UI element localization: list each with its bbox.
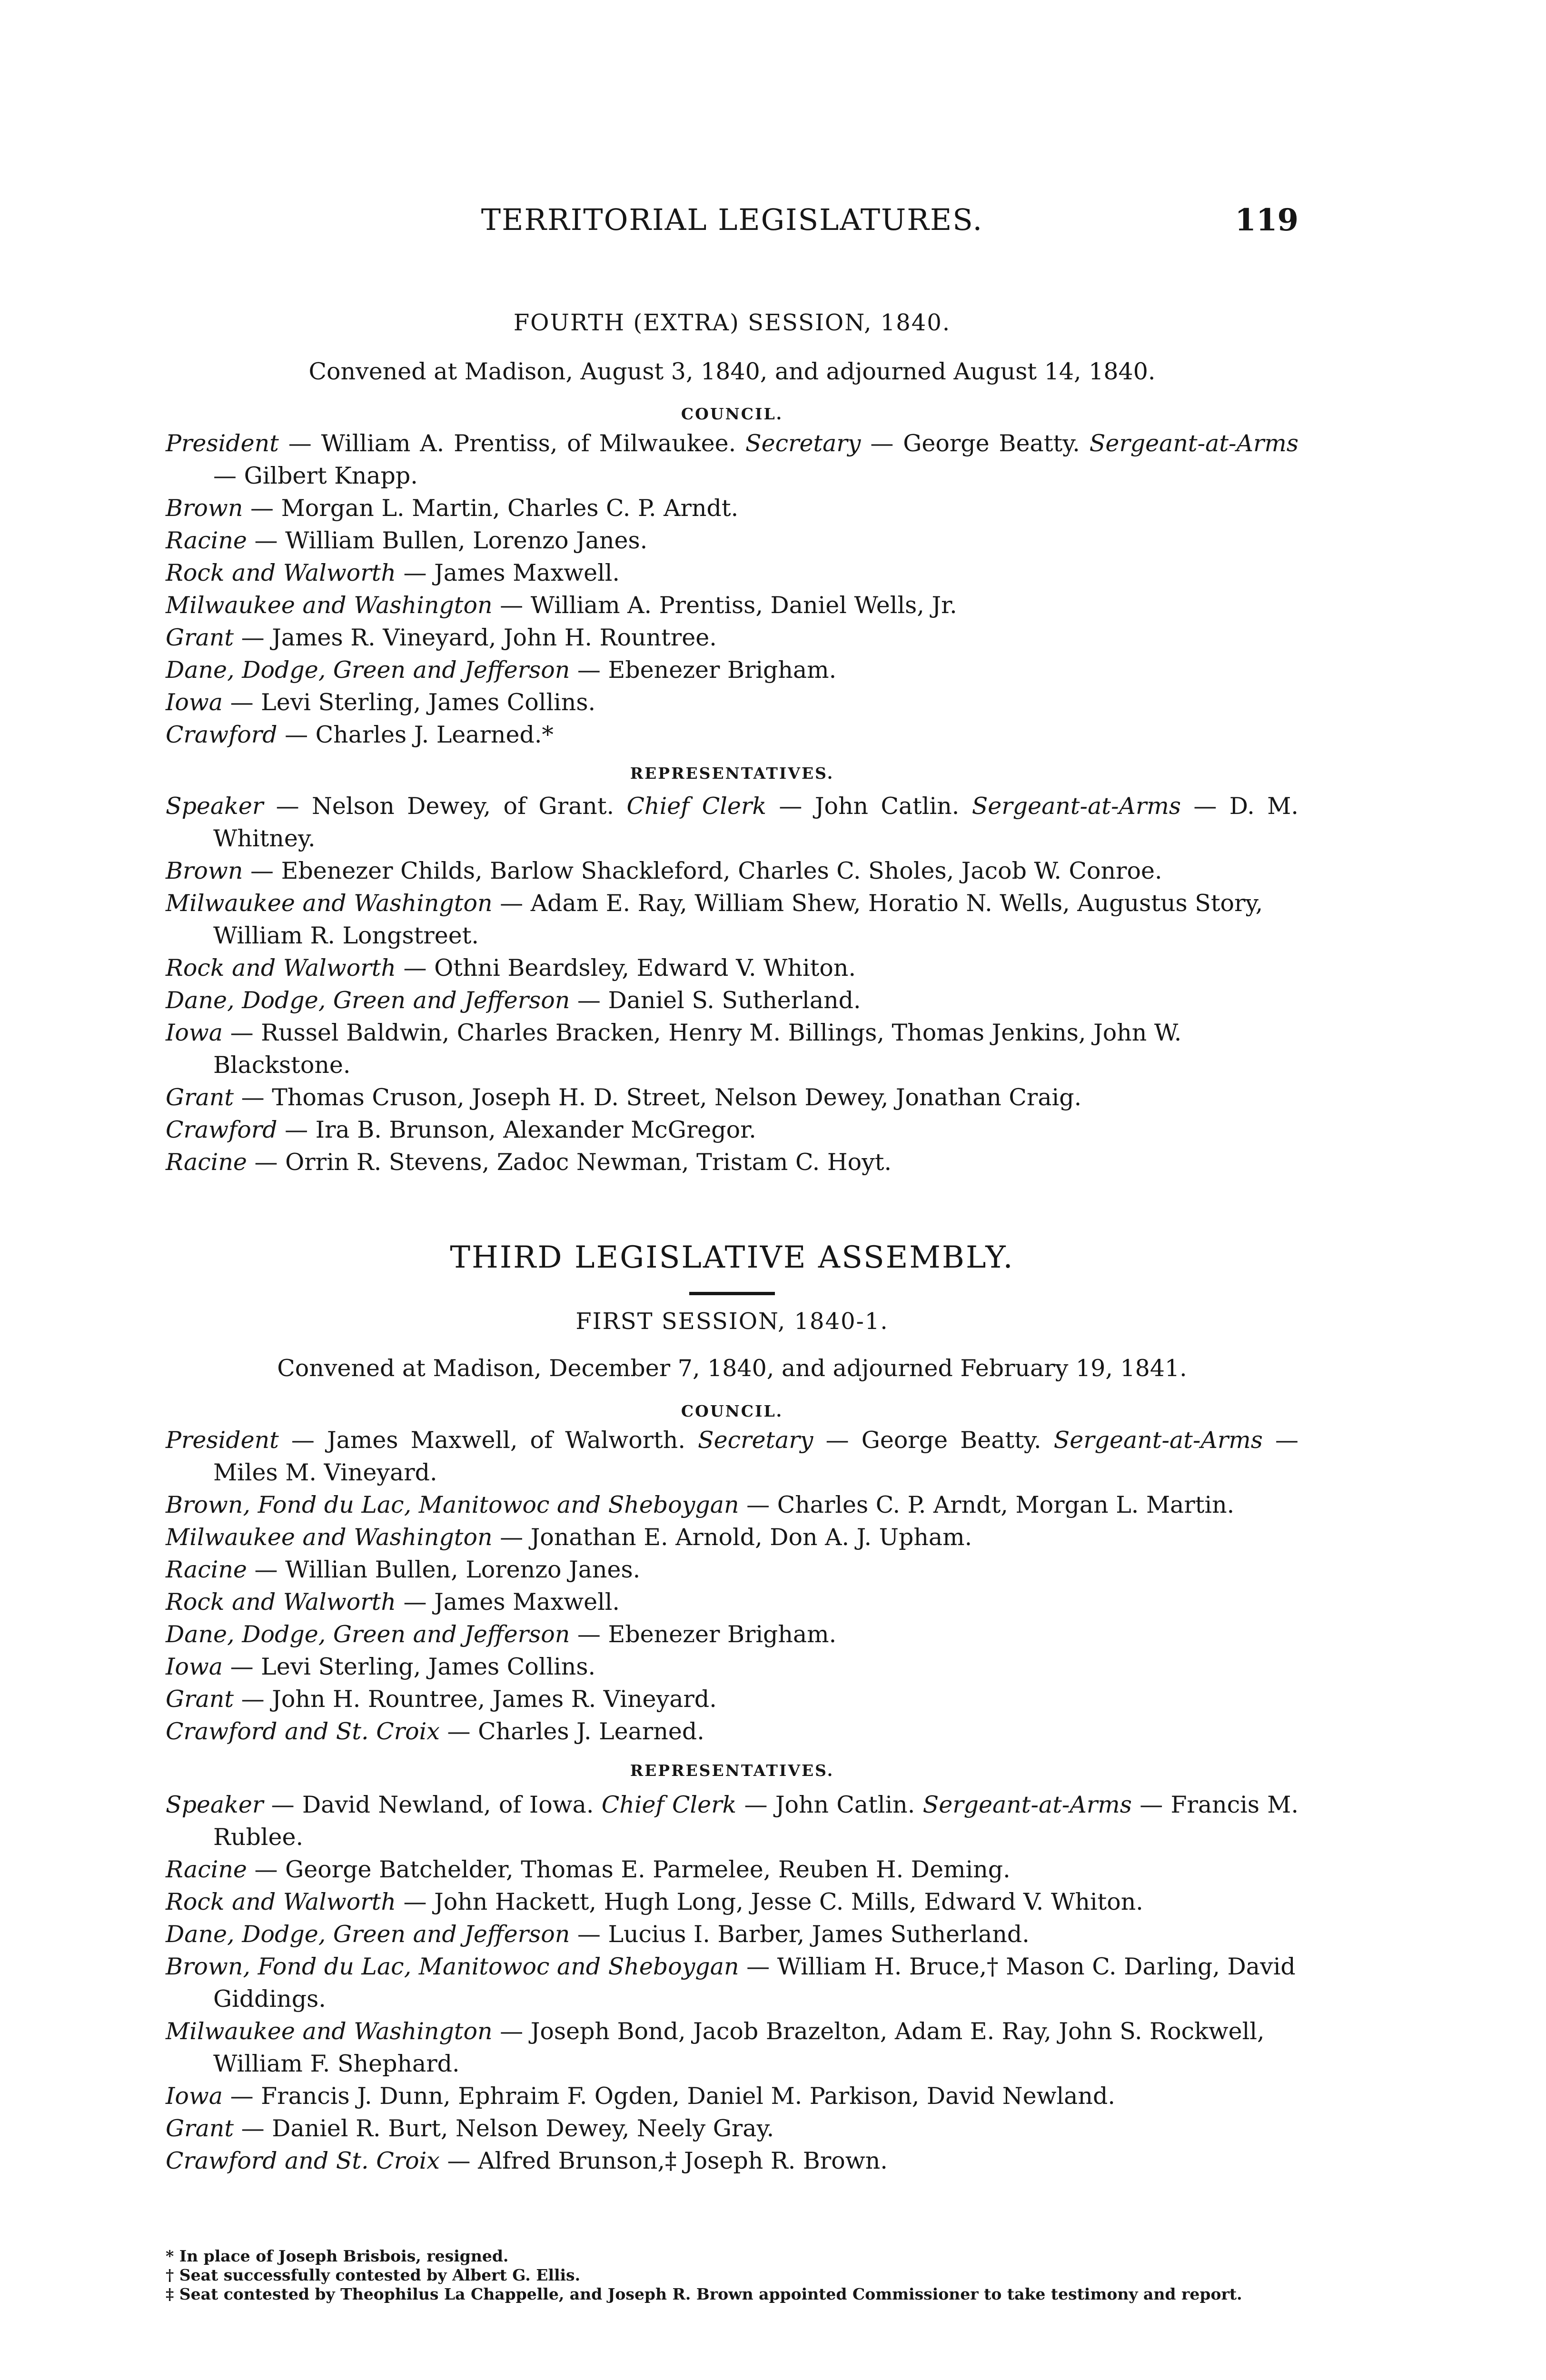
member-entry: Brown — Morgan L. Martin, Charles C. P. Arndt. <box>166 495 739 522</box>
member-entry: Crawford — Charles J. Learned.* <box>166 721 554 748</box>
district-name: Dane, Dodge, Green and Jefferson <box>166 1621 570 1648</box>
member-names: Adam E. Ray, William Shew, Horatio N. Wells, Augustus Story, William R. Longstreet. <box>213 890 1263 949</box>
officer-role: Sergeant-at-Arms <box>971 793 1181 820</box>
district-name: Crawford and St. Croix <box>166 1718 440 1745</box>
member-names: Ebenezer Brigham. <box>608 1621 837 1648</box>
district-name: Dane, Dodge, Green and Jefferson <box>166 987 570 1014</box>
member-names: Charles C. P. Arndt, Morgan L. Martin. <box>777 1491 1235 1518</box>
officer-name: David Newland, of Iowa. <box>302 1791 594 1818</box>
representatives-block <box>166 1789 1298 2177</box>
member-entry: Milwaukee and Washington — Joseph Bond, Jacob Brazelton, Adam E. Ray, John S. Rockwell, William F. Shephard. <box>166 2018 1265 2077</box>
officer-role: Secretary <box>745 430 861 457</box>
district-name: Grant <box>166 2115 234 2142</box>
officer-role: Speaker <box>166 793 264 820</box>
representatives-block <box>166 790 1298 1179</box>
chamber-heading-council: COUNCIL. <box>681 1402 783 1420</box>
district-name: Rock and Walworth <box>166 954 396 982</box>
member-entry: Racine — George Batchelder, Thomas E. Parmelee, Reuben H. Deming. <box>166 1856 1011 1883</box>
member-entry: Dane, Dodge, Green and Jefferson — Lucius I. Barber, James Sutherland. <box>166 1921 1030 1948</box>
page-number: 119 <box>1235 202 1298 238</box>
member-names: Francis J. Dunn, Ephraim F. Ogden, Daniel M. Parkison, David Newland. <box>261 2082 1115 2110</box>
officer-role: Speaker <box>166 1791 264 1818</box>
member-names: Charles J. Learned.* <box>315 721 554 748</box>
district-name: Iowa <box>166 689 223 716</box>
officer-role: Sergeant-at-Arms <box>922 1791 1132 1818</box>
member-names: John Hackett, Hugh Long, Jesse C. Mills, Edward V. Whiton. <box>434 1888 1143 1915</box>
page-header <box>166 202 1298 245</box>
member-names: William A. Prentiss, Daniel Wells, Jr. <box>530 592 957 619</box>
district-name: Brown <box>166 857 243 884</box>
member-names: Morgan L. Martin, Charles C. P. Arndt. <box>281 495 739 522</box>
officer-role: Chief Clerk <box>601 1791 737 1818</box>
convened-line: Convened at Madison, December 7, 1840, and adjourned February 19, 1841. <box>277 1355 1187 1382</box>
council-block <box>166 1424 1298 1748</box>
representatives-officers: Speaker — David Newland, of Iowa. Chief Clerk — John Catlin. Sergeant-at-Arms — Francis M. Rublee. <box>166 1791 1299 1851</box>
member-entry: Iowa — Russel Baldwin, Charles Bracken, Henry M. Billings, Thomas Jenkins, John W. Blackstone. <box>166 1019 1182 1079</box>
footnote: * In place of Joseph Brisbois, resigned. <box>166 2247 509 2265</box>
footnotes <box>166 2247 1298 2304</box>
footnote: ‡ Seat contested by Theophilus La Chappelle, and Joseph R. Brown appointed Commissioner to take testimony and report. <box>166 2285 1242 2303</box>
member-names: John H. Rountree, James R. Vineyard. <box>272 1686 717 1713</box>
member-names: George Batchelder, Thomas E. Parmelee, Reuben H. Deming. <box>285 1856 1011 1883</box>
member-names: Daniel S. Sutherland. <box>608 987 861 1014</box>
chamber-heading-council: COUNCIL. <box>681 405 783 423</box>
running-head: TERRITORIAL LEGISLATURES. <box>481 202 983 237</box>
officer-name: D. M. Whitney. <box>213 793 1298 852</box>
member-entry: Dane, Dodge, Green and Jefferson — Ebenezer Brigham. <box>166 656 837 684</box>
member-entry: Dane, Dodge, Green and Jefferson — Daniel S. Sutherland. <box>166 987 861 1014</box>
member-names: Russel Baldwin, Charles Bracken, Henry M. Billings, Thomas Jenkins, John W. Blackstone. <box>213 1019 1182 1079</box>
member-names: Ebenezer Childs, Barlow Shackleford, Charles C. Sholes, Jacob W. Conroe. <box>281 857 1162 884</box>
council-block <box>166 427 1298 751</box>
district-name: Rock and Walworth <box>166 1888 396 1915</box>
district-name: Iowa <box>166 1653 223 1680</box>
member-entry: Grant — James R. Vineyard, John H. Rountree. <box>166 624 717 651</box>
member-names: Thomas Cruson, Joseph H. D. Street, Nelson Dewey, Jonathan Craig. <box>272 1084 1082 1111</box>
member-entry: Racine — William Bullen, Lorenzo Janes. <box>166 527 648 554</box>
member-names: Willian Bullen, Lorenzo Janes. <box>285 1556 641 1583</box>
member-entry: Milwaukee and Washington — Jonathan E. Arnold, Don A. J. Upham. <box>166 1524 972 1551</box>
district-name: Dane, Dodge, Green and Jefferson <box>166 656 570 684</box>
member-names: Jonathan E. Arnold, Don A. J. Upham. <box>530 1524 972 1551</box>
officer-role: President <box>166 430 279 457</box>
district-name: Grant <box>166 1686 234 1713</box>
session-title: FIRST SESSION, 1840-1. <box>575 1308 889 1335</box>
member-entry: Rock and Walworth — James Maxwell. <box>166 1588 620 1616</box>
member-entry: Rock and Walworth — James Maxwell. <box>166 559 620 586</box>
member-entry: Iowa — Levi Sterling, James Collins. <box>166 1653 596 1680</box>
footnote: † Seat successfully contested by Albert G. Ellis. <box>166 2266 581 2284</box>
member-entry: Brown — Ebenezer Childs, Barlow Shackleford, Charles C. Sholes, Jacob W. Conroe. <box>166 857 1162 884</box>
district-name: Iowa <box>166 2082 223 2110</box>
member-names: Ebenezer Brigham. <box>608 656 837 684</box>
chamber-heading-representatives: REPRESENTATIVES. <box>630 764 834 783</box>
member-entry: Grant — Daniel R. Burt, Nelson Dewey, Neely Gray. <box>166 2115 774 2142</box>
district-name: Brown, Fond du Lac, Manitowoc and Sheboygan <box>166 1953 739 1980</box>
member-entry: Milwaukee and Washington — William A. Prentiss, Daniel Wells, Jr. <box>166 592 957 619</box>
district-name: Rock and Walworth <box>166 559 396 586</box>
member-names: Orrin R. Stevens, Zadoc Newman, Tristam C. Hoyt. <box>285 1149 892 1176</box>
member-names: James Maxwell. <box>434 1588 620 1616</box>
member-names: Levi Sterling, James Collins. <box>261 1653 596 1680</box>
district-name: Crawford <box>166 721 277 748</box>
officer-role: Secretary <box>698 1427 813 1454</box>
officer-role: Chief Clerk <box>626 793 767 820</box>
member-entry: Milwaukee and Washington — Adam E. Ray, William Shew, Horatio N. Wells, Augustus Story, William R. Longstreet. <box>166 890 1263 949</box>
officer-name: Francis M. Rublee. <box>213 1791 1299 1851</box>
officer-name: William A. Prentiss, of Milwaukee. <box>321 430 736 457</box>
representatives-officers: Speaker — Nelson Dewey, of Grant. Chief Clerk — John Catlin. Sergeant-at-Arms — D. M. Whitney. <box>166 793 1298 852</box>
member-entry: Iowa — Francis J. Dunn, Ephraim F. Ogden, Daniel M. Parkison, David Newland. <box>166 2082 1115 2110</box>
chamber-heading-representatives: REPRESENTATIVES. <box>630 1761 834 1780</box>
district-name: Racine <box>166 1149 247 1176</box>
member-entry: Iowa — Levi Sterling, James Collins. <box>166 689 596 716</box>
member-entry: Racine — Orrin R. Stevens, Zadoc Newman, Tristam C. Hoyt. <box>166 1149 892 1176</box>
district-name: Iowa <box>166 1019 223 1046</box>
officer-role: Sergeant-at-Arms <box>1089 430 1299 457</box>
district-name: Milwaukee and Washington <box>166 890 493 917</box>
district-name: Milwaukee and Washington <box>166 2018 493 2045</box>
district-name: Milwaukee and Washington <box>166 592 493 619</box>
council-officers: President — William A. Prentiss, of Milwaukee. Secretary — George Beatty. Sergeant-at-Arms — Gilbert Knapp. <box>166 430 1299 489</box>
district-name: Grant <box>166 1084 234 1111</box>
officer-name: George Beatty. <box>861 1427 1041 1454</box>
officer-role: Sergeant-at-Arms <box>1053 1427 1263 1454</box>
district-name: Grant <box>166 624 234 651</box>
officer-name: John Catlin. <box>775 1791 915 1818</box>
member-names: Alfred Brunson,‡ Joseph R. Brown. <box>478 2147 888 2174</box>
council-officers: President — James Maxwell, of Walworth. Secretary — George Beatty. Sergeant-at-Arms — Miles M. Vineyard. <box>166 1427 1299 1486</box>
member-entry: Crawford — Ira B. Brunson, Alexander McGregor. <box>166 1116 756 1143</box>
district-name: Dane, Dodge, Green and Jefferson <box>166 1921 570 1948</box>
member-entry: Crawford and St. Croix — Charles J. Learned. <box>166 1718 704 1745</box>
officer-role: President <box>166 1427 279 1454</box>
member-entry: Dane, Dodge, Green and Jefferson — Ebenezer Brigham. <box>166 1621 837 1648</box>
member-names: William Bullen, Lorenzo Janes. <box>285 527 648 554</box>
officer-name: Miles M. Vineyard. <box>213 1459 437 1486</box>
officer-name: Nelson Dewey, of Grant. <box>312 793 614 820</box>
member-entry: Grant — Thomas Cruson, Joseph H. D. Street, Nelson Dewey, Jonathan Craig. <box>166 1084 1082 1111</box>
officer-name: John Catlin. <box>814 793 960 820</box>
member-names: Joseph Bond, Jacob Brazelton, Adam E. Ray, John S. Rockwell, William F. Shephard. <box>213 2018 1265 2077</box>
member-names: James R. Vineyard, John H. Rountree. <box>272 624 717 651</box>
district-name: Brown, Fond du Lac, Manitowoc and Sheboygan <box>166 1491 739 1518</box>
session-title: FOURTH (EXTRA) SESSION, 1840. <box>513 309 951 336</box>
member-names: Levi Sterling, James Collins. <box>261 689 596 716</box>
member-names: Charles J. Learned. <box>478 1718 704 1745</box>
title-rule <box>166 1285 1298 1295</box>
member-entry: Rock and Walworth — Othni Beardsley, Edward V. Whiton. <box>166 954 856 982</box>
officer-name: Gilbert Knapp. <box>244 462 418 489</box>
member-entry: Grant — John H. Rountree, James R. Vineyard. <box>166 1686 717 1713</box>
district-name: Milwaukee and Washington <box>166 1524 493 1551</box>
member-names: Othni Beardsley, Edward V. Whiton. <box>434 954 856 982</box>
member-names: Ira B. Brunson, Alexander McGregor. <box>315 1116 756 1143</box>
district-name: Racine <box>166 527 247 554</box>
district-name: Crawford <box>166 1116 277 1143</box>
assembly-title: THIRD LEGISLATIVE ASSEMBLY. <box>450 1240 1014 1275</box>
member-entry: Rock and Walworth — John Hackett, Hugh Long, Jesse C. Mills, Edward V. Whiton. <box>166 1888 1143 1915</box>
member-entry: Crawford and St. Croix — Alfred Brunson,‡ Joseph R. Brown. <box>166 2147 888 2174</box>
divider <box>689 1292 775 1295</box>
district-name: Racine <box>166 1556 247 1583</box>
member-names: James Maxwell. <box>434 559 620 586</box>
member-names: William H. Bruce,† Mason C. Darling, David Giddings. <box>213 1953 1296 2013</box>
district-name: Rock and Walworth <box>166 1588 396 1616</box>
member-entry: Racine — Willian Bullen, Lorenzo Janes. <box>166 1556 641 1583</box>
officer-name: George Beatty. <box>903 430 1080 457</box>
district-name: Crawford and St. Croix <box>166 2147 440 2174</box>
member-entry: Brown, Fond du Lac, Manitowoc and Sheboygan — William H. Bruce,† Mason C. Darling, David Giddings. <box>166 1953 1296 2013</box>
district-name: Racine <box>166 1856 247 1883</box>
member-names: Daniel R. Burt, Nelson Dewey, Neely Gray. <box>272 2115 774 2142</box>
convened-line: Convened at Madison, August 3, 1840, and adjourned August 14, 1840. <box>308 358 1156 385</box>
member-entry: Brown, Fond du Lac, Manitowoc and Sheboygan — Charles C. P. Arndt, Morgan L. Martin. <box>166 1491 1235 1518</box>
officer-name: James Maxwell, of Walworth. <box>327 1427 685 1454</box>
member-names: Lucius I. Barber, James Sutherland. <box>608 1921 1030 1948</box>
district-name: Brown <box>166 495 243 522</box>
